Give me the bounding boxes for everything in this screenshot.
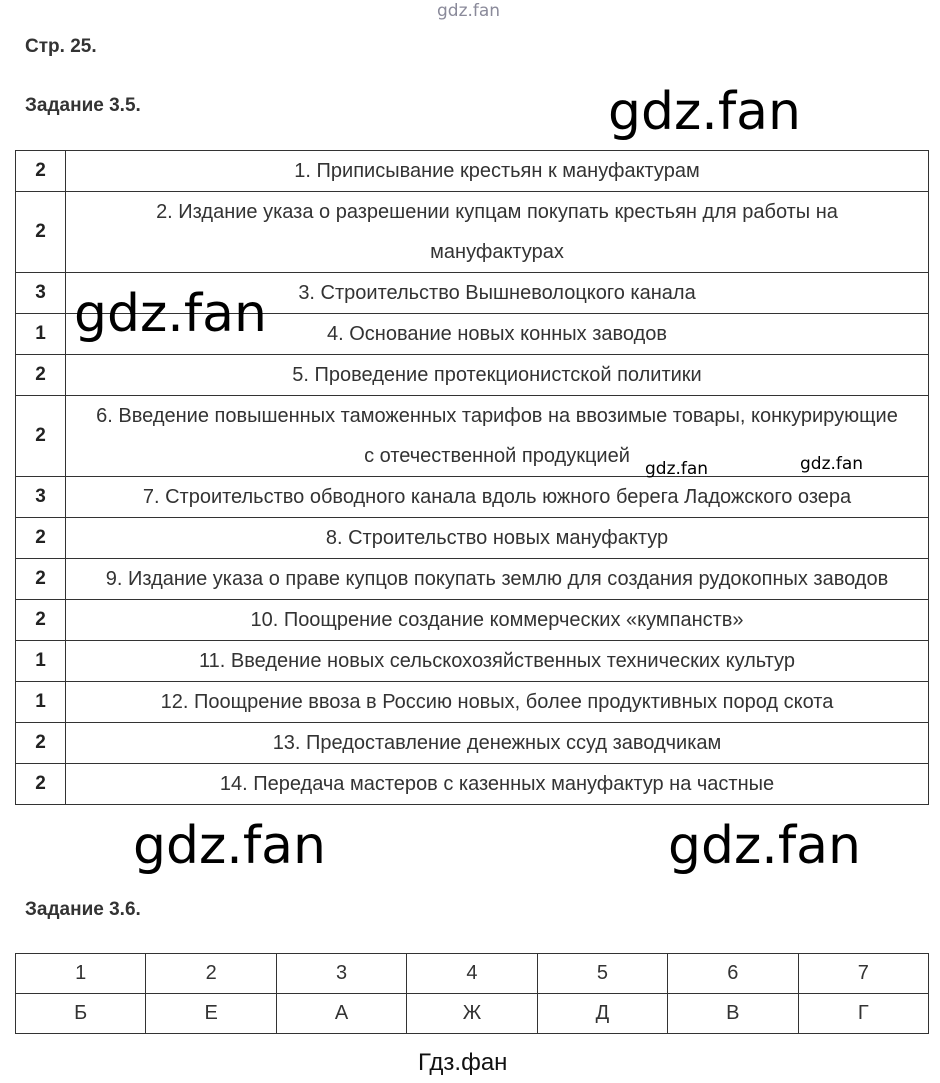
row-score: 2 bbox=[16, 559, 66, 600]
page-reference: Стр. 25. bbox=[25, 36, 97, 57]
table-row bbox=[16, 682, 929, 723]
answer-letter-cell: В bbox=[668, 994, 798, 1034]
answer-letter-cell: Ж bbox=[407, 994, 537, 1034]
task-3-6-table bbox=[15, 953, 929, 1034]
row-text: 10. Поощрение создание коммерческих «кумпанств» bbox=[66, 600, 929, 641]
row-score: 2 bbox=[16, 355, 66, 396]
row-score: 2 bbox=[16, 396, 66, 477]
task-3-5-table bbox=[15, 150, 929, 805]
table-row bbox=[16, 396, 929, 477]
row-text: 8. Строительство новых мануфактур bbox=[66, 518, 929, 559]
row-score: 1 bbox=[16, 314, 66, 355]
table-row bbox=[16, 518, 929, 559]
row-score: 3 bbox=[16, 273, 66, 314]
row-score: 1 bbox=[16, 641, 66, 682]
answer-number-cell: 6 bbox=[668, 954, 798, 994]
row-text: 14. Передача мастеров с казенных мануфактур на частные bbox=[66, 764, 929, 805]
table-row bbox=[16, 192, 929, 273]
table-row bbox=[16, 477, 929, 518]
row-text: 12. Поощрение ввоза в Россию новых, более продуктивных пород скота bbox=[66, 682, 929, 723]
row-score: 2 bbox=[16, 764, 66, 805]
table-row bbox=[16, 355, 929, 396]
row-text: 1. Приписывание крестьян к мануфактурам bbox=[66, 151, 929, 192]
answer-number-cell: 1 bbox=[16, 954, 146, 994]
task-3-5-title: Задание 3.5. bbox=[25, 95, 141, 116]
answer-letter-cell: Г bbox=[798, 994, 928, 1034]
row-text: 7. Строительство обводного канала вдоль южного берега Ладожского озера bbox=[66, 477, 929, 518]
table-row bbox=[16, 559, 929, 600]
task-3-6-title: Задание 3.6. bbox=[25, 899, 141, 920]
row-score: 3 bbox=[16, 477, 66, 518]
row-score: 2 bbox=[16, 723, 66, 764]
row-text: 5. Проведение протекционистской политики bbox=[66, 355, 929, 396]
answer-number-cell: 4 bbox=[407, 954, 537, 994]
table-row bbox=[16, 764, 929, 805]
watermark-footer: Гдз.фан bbox=[418, 1049, 508, 1076]
answer-number-cell: 7 bbox=[798, 954, 928, 994]
table-row bbox=[16, 723, 929, 764]
answer-letter-cell: А bbox=[276, 994, 406, 1034]
row-text: 13. Предоставление денежных ссуд заводчикам bbox=[66, 723, 929, 764]
row-text: 4. Основание новых конных заводов bbox=[66, 314, 929, 355]
answer-letter-cell: Д bbox=[537, 994, 667, 1034]
row-score: 2 bbox=[16, 518, 66, 559]
table-row bbox=[16, 600, 929, 641]
watermark-big: gdz.fan bbox=[133, 816, 326, 876]
task-3-6-letter-row bbox=[16, 994, 929, 1034]
watermark-small: gdz.fan bbox=[645, 459, 709, 479]
watermark-big: gdz.fan bbox=[608, 82, 801, 142]
row-score: 2 bbox=[16, 151, 66, 192]
answer-letter-cell: Б bbox=[16, 994, 146, 1034]
row-text: 2. Издание указа о разрешении купцам покупать крестьян для работы на мануфактурах bbox=[66, 192, 929, 273]
watermark-big: gdz.fan bbox=[74, 284, 267, 344]
answer-number-cell: 5 bbox=[537, 954, 667, 994]
answer-number-cell: 3 bbox=[276, 954, 406, 994]
table-row bbox=[16, 641, 929, 682]
table-row bbox=[16, 151, 929, 192]
row-score: 1 bbox=[16, 682, 66, 723]
watermark-small: gdz.fan bbox=[800, 454, 864, 474]
answer-letter-cell: Е bbox=[146, 994, 276, 1034]
row-score: 2 bbox=[16, 192, 66, 273]
watermark-top: gdz.fan bbox=[437, 1, 501, 21]
row-text: 3. Строительство Вышневолоцкого канала bbox=[66, 273, 929, 314]
watermark-big: gdz.fan bbox=[668, 816, 861, 876]
row-text: 11. Введение новых сельскохозяйственных технических культур bbox=[66, 641, 929, 682]
task-3-6-number-row bbox=[16, 954, 929, 994]
row-text: 6. Введение повышенных таможенных тарифов на ввозимые товары, конкурирующие с отечественной продукцией bbox=[66, 396, 929, 477]
row-score: 2 bbox=[16, 600, 66, 641]
row-text: 9. Издание указа о праве купцов покупать землю для создания рудокопных заводов bbox=[66, 559, 929, 600]
answer-number-cell: 2 bbox=[146, 954, 276, 994]
